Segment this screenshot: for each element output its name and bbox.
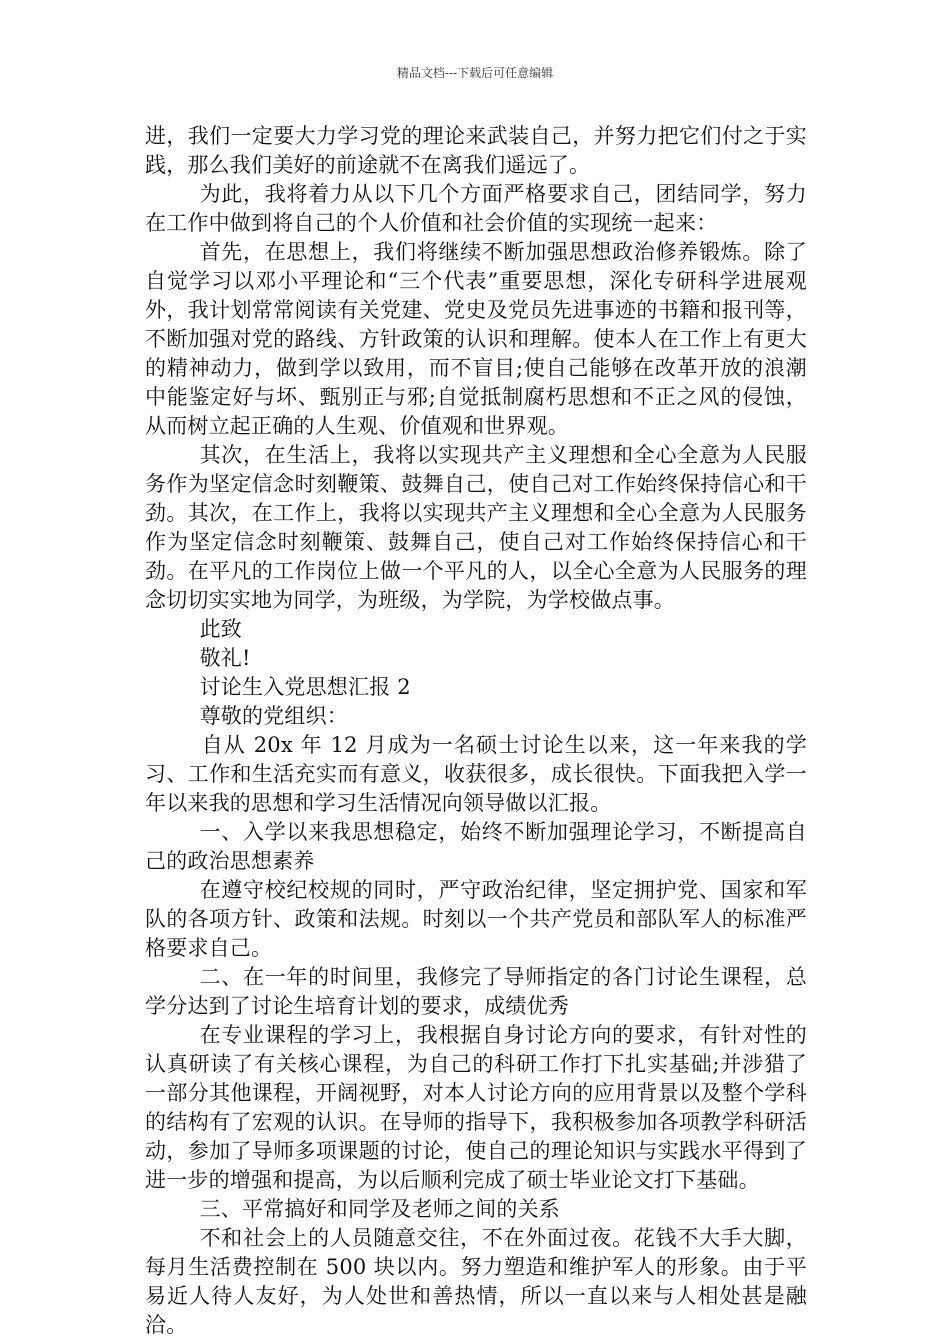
- paragraph: 自从 20x 年 12 月成为一名硕士讨论生以来，这一年来我的学习、工作和生活充实而有意义，收获很多，成长很快。下面我把入学一年以来我的思想和学习生活情况向领导做以汇报。: [145, 733, 807, 815]
- closing-salutation: 敬礼!: [199, 646, 251, 670]
- closing-salutation: 此致: [199, 617, 242, 641]
- paragraph: 首先，在思想上，我们将继续不断加强思想政治修养锻炼。除了自觉学习以邓小平理论和“三个代表”重要思想，深化专研科学进展观外，我计划常常阅读有关党建、党史及党员先进事迹的书籍和报刊等，不断加强对党的路线、方针政策的认识和理解。使本人在工作上有更大的精神动力，做到学以致用，而不盲目;使自己能够在改革开放的浪潮中能鉴定好与坏、甄别正与邪;自觉抵制腐朽思想和不正之风的侵蚀，从而树立起正确的人生观、价值观和世界观。: [145, 240, 807, 438]
- paragraph: 在专业课程的学习上，我根据自身讨论方向的要求，有针对性的认真研读了有关核心课程，为自己的科研工作打下扎实基础;并涉猎了一部分其他课程，开阔视野，对本人讨论方向的应用背景以及整个学科的结构有了宏观的认识。在导师的指导下，我积极参加各项教学科研活动，参加了导师多项课题的讨论，使自己的理论知识与实践水平得到了进一步的增强和提高，为以后顺利完成了硕士毕业论文打下基础。: [145, 1023, 807, 1192]
- section-heading: 二、在一年的时间里，我修完了导师指定的各门讨论生课程，总学分达到了讨论生培育计划的要求，成绩优秀: [145, 965, 807, 1018]
- document-body: [145, 122, 807, 1340]
- paragraph: 为此，我将着力从以下几个方面严格要求自己，团结同学，努力在工作中做到将自己的个人价值和社会价值的实现统一起来：: [145, 182, 807, 235]
- section-heading: 三、平常搞好和同学及老师之间的关系: [199, 1197, 560, 1221]
- section-heading: 一、入学以来我思想稳定，始终不断加强理论学习，不断提高自己的政治思想素养: [145, 820, 807, 873]
- salutation: 尊敬的党组织：: [199, 704, 348, 728]
- paragraph: 不和社会上的人员随意交往，不在外面过夜。花钱不大手大脚，每月生活费控制在 500 块以内。努力塑造和维护军人的形象。由于平易近人待人友好，为人处世和善热情，所以一直以来与人相处甚是融洽。: [145, 1226, 807, 1337]
- paragraph: 在遵守校纪校规的同时，严守政治纪律，坚定拥护党、国家和军队的各项方针、政策和法规。时刻以一个共产党员和部队军人的标准严格要求自己。: [145, 878, 807, 960]
- paragraph: 其次，在生活上，我将以实现共产主义理想和全心全意为人民服务作为坚定信念时刻鞭策、鼓舞自己，使自己对工作始终保持信心和干劲。其次，在工作上，我将以实现共产主义理想和全心全意为人民服务作为坚定信念时刻鞭策、鼓舞自己，使自己对工作始终保持信心和干劲。在平凡的工作岗位上做一个平凡的人，以全心全意为人民服务的理念切切实实地为同学，为班级，为学院，为学校做点事。: [145, 443, 807, 612]
- page-header: 精品文档---下载后可任意编辑: [396, 66, 554, 80]
- section-title: 讨论生入党思想汇报 2: [199, 675, 411, 699]
- paragraph: 进，我们一定要大力学习党的理论来武装自己，并努力把它们付之于实践，那么我们美好的前途就不在离我们遥远了。: [145, 124, 807, 177]
